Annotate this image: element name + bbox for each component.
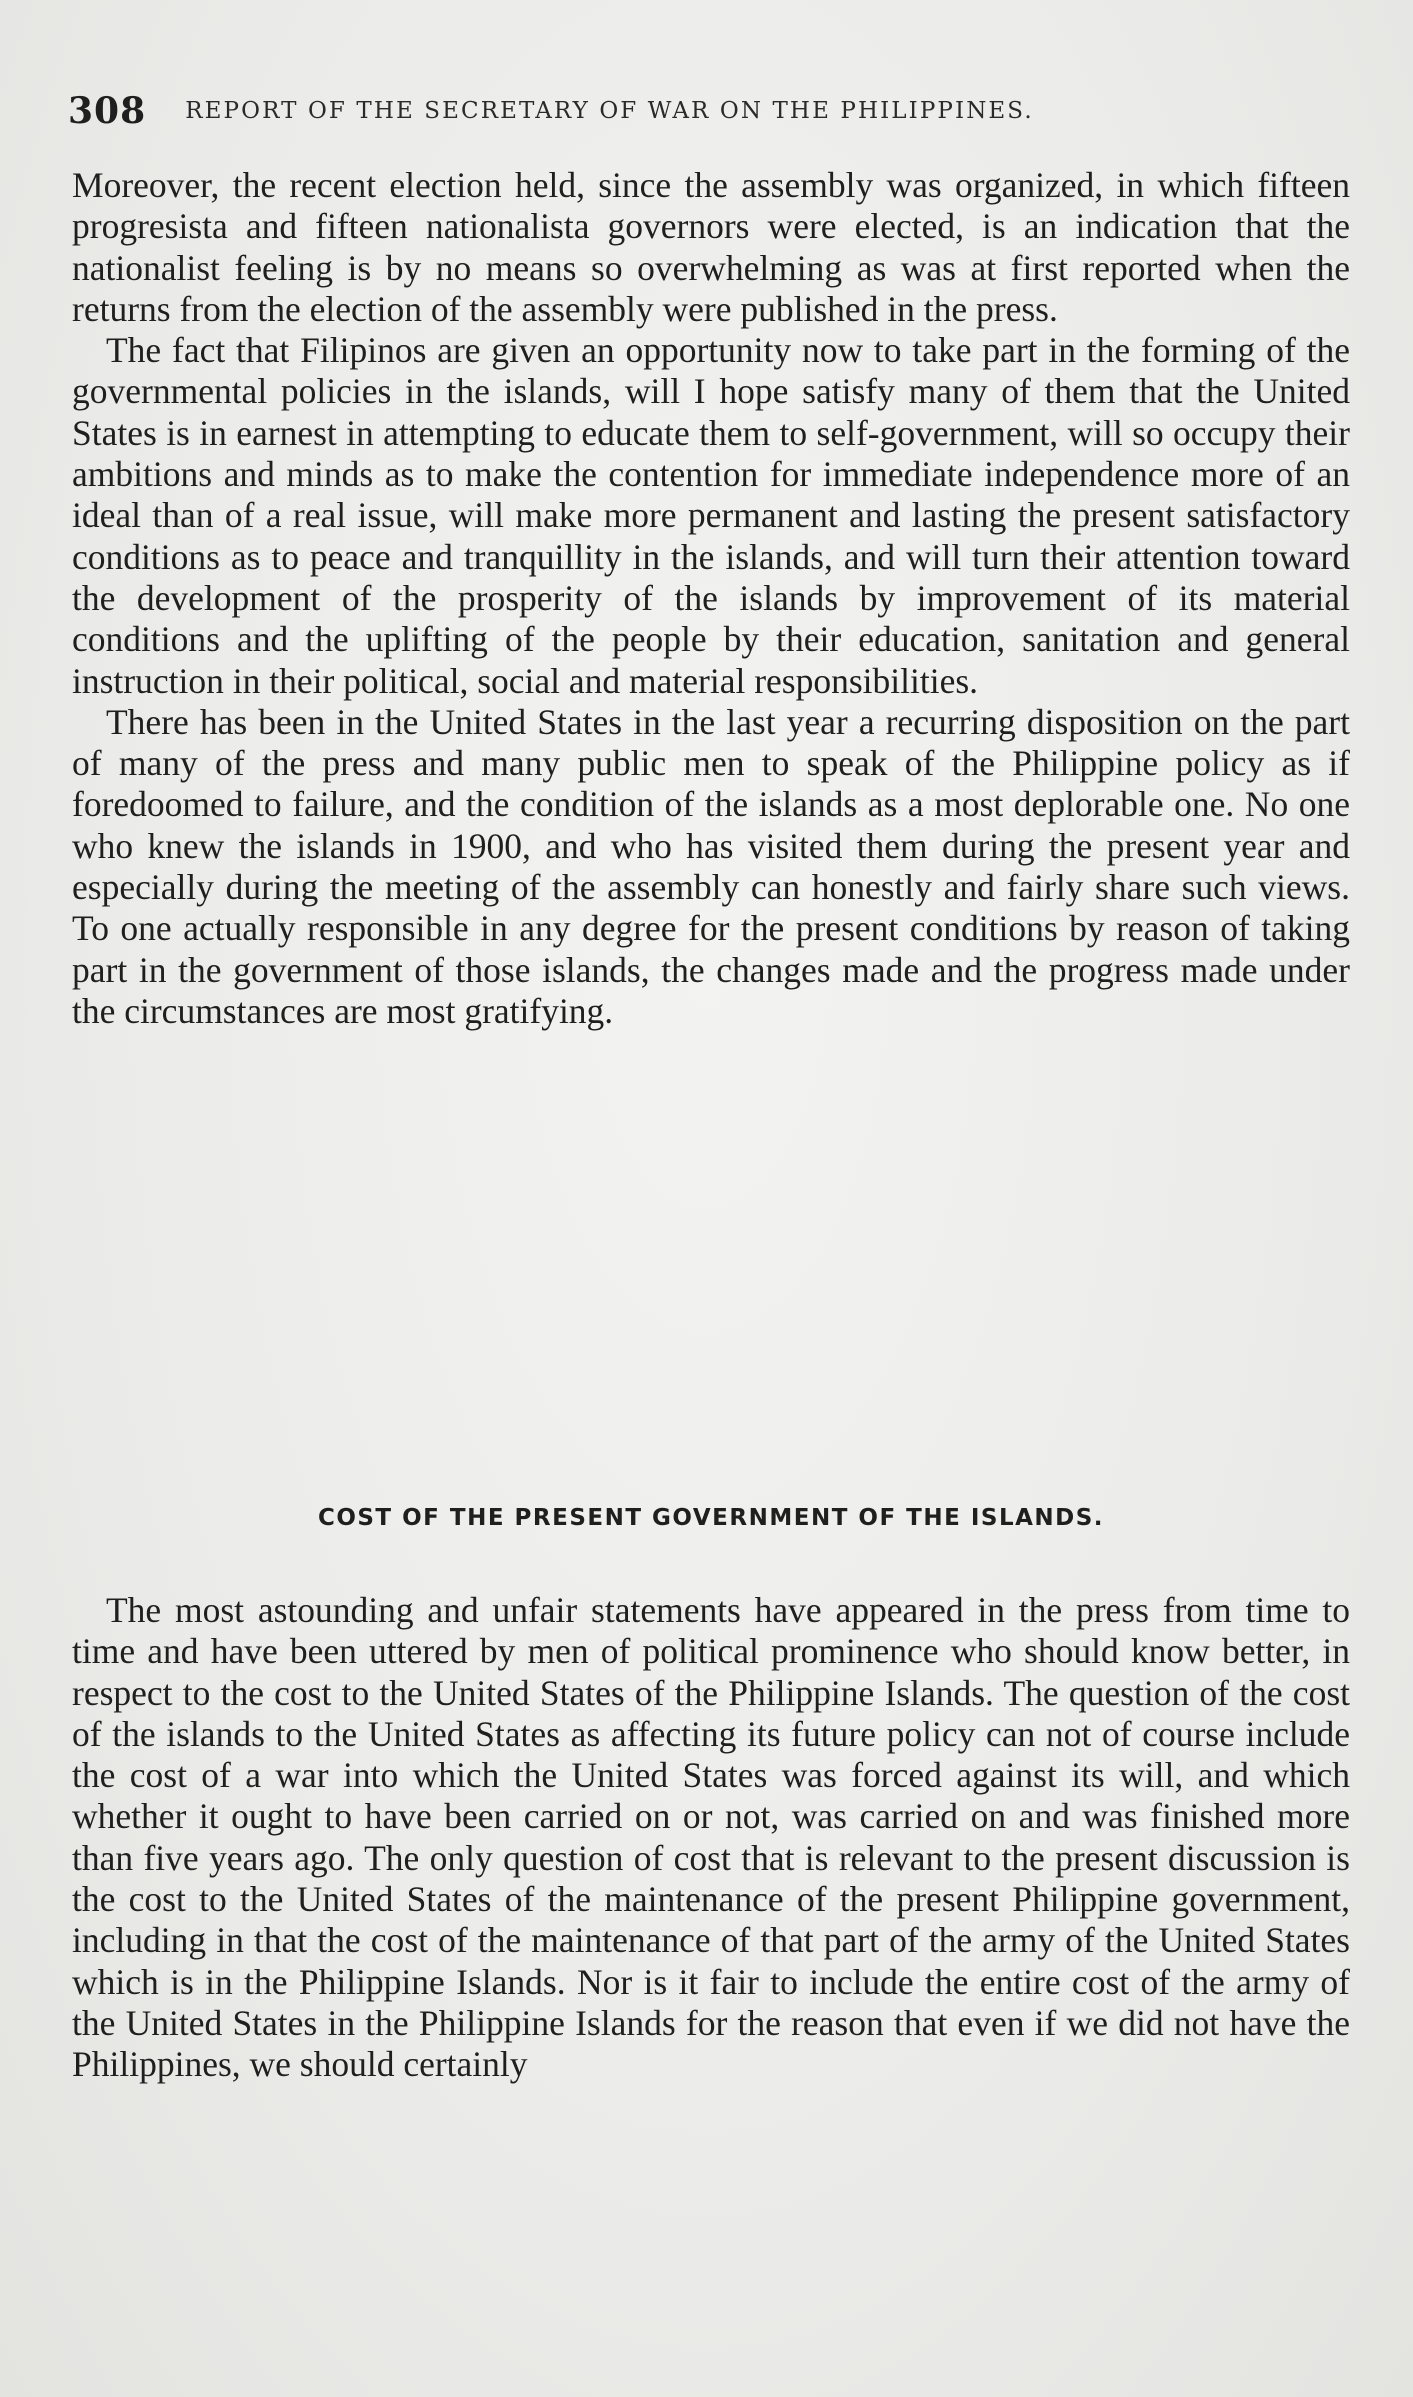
running-title: REPORT OF THE SECRETARY OF WAR ON THE PHILIPPINES. <box>185 98 1034 124</box>
page-number: 308 <box>68 90 147 132</box>
paragraph: The fact that Filipinos are given an opportunity now to take part in the forming of the governmental policies in the islands, will I hope satisfy many of them that the United States is in earnest in attempting to educate them to self-government, will so occupy their ambitions and minds as to make the contention for immediate independence more of an ideal than of a real issue, will make more permanent and lasting the present satisfactory conditions as to peace and tranquillity in the islands, and will turn their attention toward the development of the prosperity of the islands by improvement of its material conditions and the uplifting of the people by their education, sanitation and general instruction in their political, social and material responsibilities. <box>72 330 1350 701</box>
paragraph: There has been in the United States in the last year a recurring disposition on the part of many of the press and many public men to speak of the Philippine policy as if foredoomed to failure, and the condition of the islands as a most deplorable one. No one who knew the islands in 1900, and who has visited them during the present year and especially during the meeting of the assembly can honestly and fairly share such views. To one actually responsible in any degree for the present conditions by reason of taking part in the government of those islands, the changes made and the progress made under the circumstances are most gratifying. <box>72 701 1350 1031</box>
paragraph: The most astounding and unfair statements have appeared in the press from time to time and have been uttered by men of political prominence who should know better, in respect to the cost to the United States of the Philippine Islands. The question of the cost of the islands to the United States as affecting its future policy can not of course include the cost of a war into which the United States was forced against its will, and which whether it ought to have been carried on or not, was carried on and was finished more than five years ago. The only question of cost that is relevant to the present discussion is the cost to the United States of the maintenance of the present Philippine government, including in that the cost of the maintenance of that part of the army of the United States which is in the Philippine Islands. Nor is it fair to include the entire cost of the army of the United States in the Philippine Islands for the reason that even if we did not have the Philippines, we should certainly <box>72 1590 1350 2085</box>
section-heading: COST OF THE PRESENT GOVERNMENT OF THE ISLANDS. <box>317 1505 1105 1531</box>
paragraph: Moreover, the recent election held, since the assembly was organized, in which fifteen progresista and fifteen nationalista governors were elected, is an indication that the nationalist feeling is by no means so overwhelming as was at first reported when the returns from the election of the assembly were published in the press. <box>72 165 1350 329</box>
section-body-text <box>72 1590 1350 2086</box>
body-text-block <box>72 165 1350 1032</box>
page-header <box>68 90 1358 140</box>
